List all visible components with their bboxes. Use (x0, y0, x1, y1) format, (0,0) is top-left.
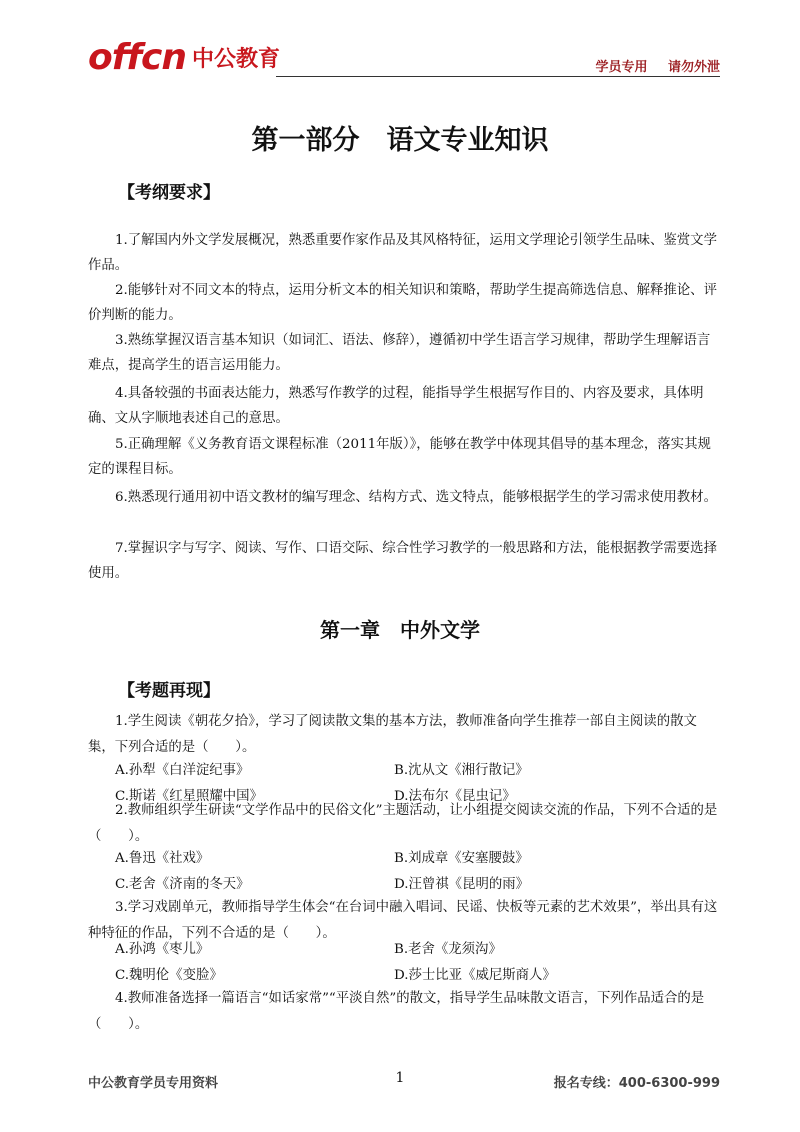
syllabus-item: 1.了解国内外文学发展概况，熟悉重要作家作品及其风格特征，运用文学理论引领学生品味、鉴赏文学作品。 (88, 233, 717, 273)
option: D.法布尔《昆虫记》 (394, 789, 516, 804)
option: C.老舍《济南的冬天》 (115, 877, 250, 892)
syllabus-item: 3.熟练掌握汉语言基本知识（如词汇、语法、修辞），遵循初中学生语言学习规律，帮助学生理解语言难点，提高学生的语言运用能力。 (88, 333, 711, 373)
part-title: 第一部分 语文专业知识 (251, 125, 549, 156)
option: C.魏明伦《变脸》 (115, 968, 223, 983)
option: A.孙犁《白洋淀纪事》 (115, 763, 250, 778)
question-stem: 3.学习戏剧单元，教师指导学生体会“在台词中融入唱词、民谣、快板等元素的艺术效果”，举出具有这种特征的作品，下列不合适的是（ ）。 (88, 900, 718, 941)
syllabus-item: 5.正确理解《义务教育语文课程标准（2011年版）》，能够在教学中体现其倡导的基本理念，落实其规定的课程目标。 (88, 437, 711, 477)
header-tag-confidential: 请勿外泄 (667, 60, 720, 75)
page-header (88, 34, 720, 82)
footer-hotline: 报名专线：400-6300-999 (553, 1076, 720, 1091)
option: C.斯诺《红星照耀中国》 (115, 789, 263, 804)
option: B.老舍《龙须沟》 (394, 942, 502, 957)
question-stem: 2.教师组织学生研读“文学作品中的民俗文化”主题活动，让小组提交阅读交流的作品，下列不合适的是（ ）。 (88, 803, 718, 844)
question-options (115, 846, 720, 898)
header-rule (276, 76, 720, 77)
offcn-logo (88, 34, 280, 78)
logo-text-en: offcn (88, 37, 187, 78)
header-tags (595, 56, 720, 75)
chapter-title: 第一章 中外文学 (320, 618, 480, 642)
syllabus-item: 2.能够针对不同文本的特点，运用分析文本的相关知识和策略，帮助学生提高筛选信息、解释推论、评价判断的能力。 (88, 283, 717, 323)
question-stem: 4.教师准备选择一篇语言“如话家常”“平淡自然”的散文，指导学生品味散文语言，下列作品适合的是（ ）。 (88, 991, 705, 1032)
option: D.莎士比亚《威尼斯商人》 (394, 968, 556, 983)
question-stem: 1.学生阅读《朝花夕拾》，学习了阅读散文集的基本方法，教师准备向学生推荐一部自主阅读的散文集，下列合适的是（ ）。 (88, 714, 697, 755)
option: D.汪曾祺《昆明的雨》 (394, 877, 530, 892)
option: A.鲁迅《社戏》 (115, 851, 210, 866)
syllabus-heading: 【考纲要求】 (118, 183, 220, 203)
syllabus-item: 7.掌握识字与写字、阅读、写作、口语交际、综合性学习教学的一般思路和方法，能根据教学需要选择使用。 (88, 541, 717, 581)
header-tag-student: 学员专用 (595, 60, 648, 75)
option: B.沈从文《湘行散记》 (394, 763, 529, 778)
question-options (115, 937, 720, 989)
footer-left: 中公教育学员专用资料 (88, 1076, 219, 1091)
syllabus-item: 6.熟悉现行通用初中语文教材的编写理念、结构方式、选文特点，能够根据学生的学习需求使用教材。 (115, 490, 717, 505)
review-heading: 【考题再现】 (118, 681, 220, 701)
page-number: 1 (395, 1070, 405, 1086)
syllabus-item: 4.具备较强的书面表达能力，熟悉写作教学的过程，能指导学生根据写作目的、内容及要求，具体明确、文从字顺地表述自己的意思。 (88, 386, 704, 426)
logo-text-cn: 中公教育 (192, 47, 281, 72)
option: B.刘成章《安塞腰鼓》 (394, 851, 529, 866)
option: A.孙鸿《枣儿》 (115, 942, 210, 957)
